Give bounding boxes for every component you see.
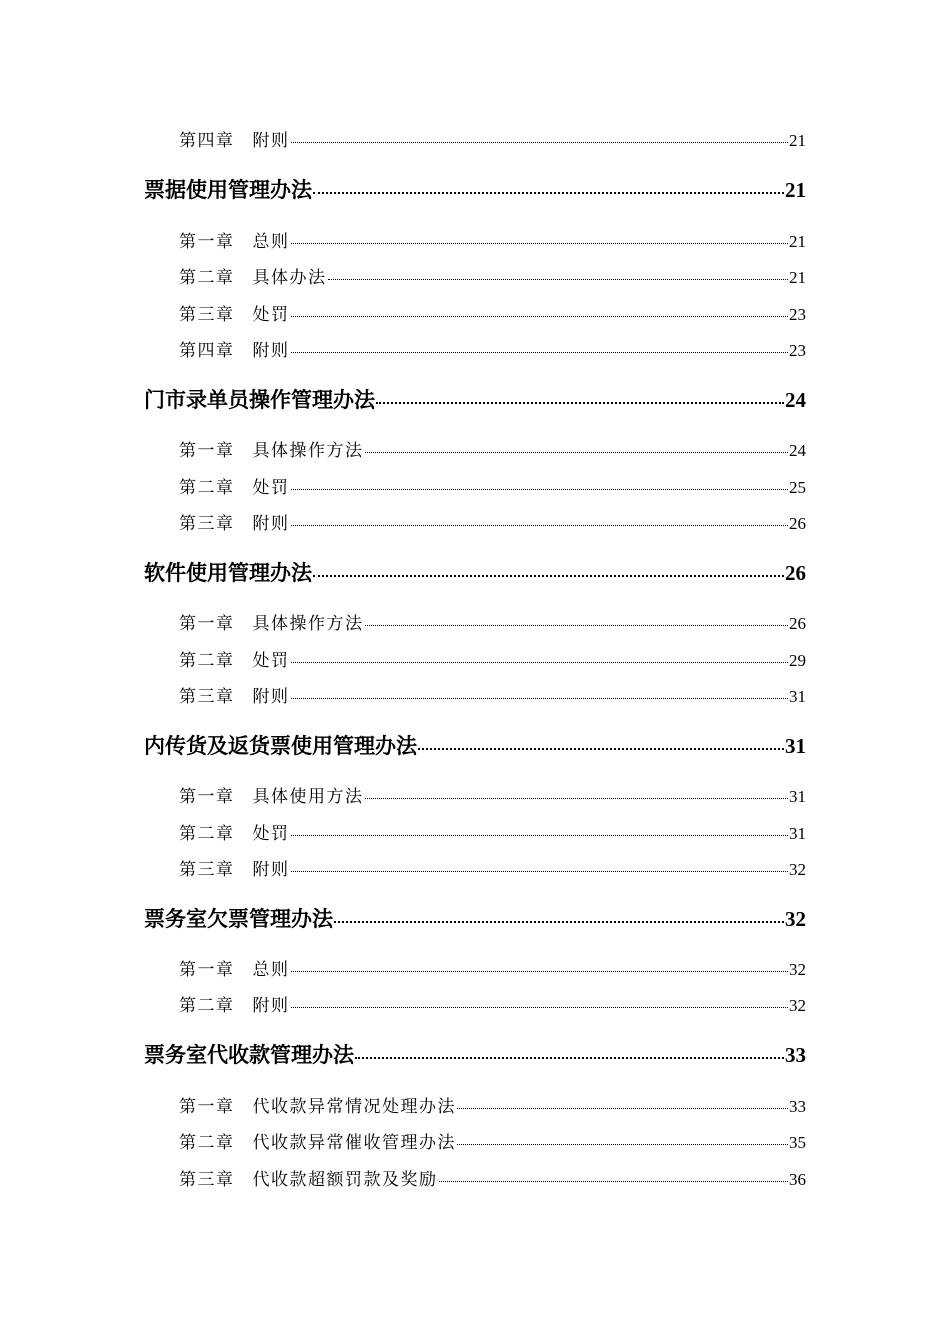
toc-chapter-number: 第二章 [179,824,235,843]
toc-title-text: 具体办法 [252,268,327,287]
toc-entry-title [179,436,364,461]
toc-chapter-number: 第二章 [179,268,235,287]
toc-title-text: 附则 [252,341,290,360]
toc-page-number: 26 [789,514,806,533]
toc-page-number: 33 [789,1097,806,1116]
toc-page-number: 31 [789,824,806,843]
toc-chapter-entry[interactable] [179,682,806,707]
toc-title-text: 处罚 [252,478,290,497]
dot-leader [313,192,784,194]
toc-title-text: 附则 [252,687,290,706]
dot-leader [291,243,789,244]
toc-page-number: 24 [789,441,806,460]
toc-title-text: 处罚 [252,824,290,843]
toc-chapter-number: 第二章 [179,478,235,497]
toc-chapter-number: 第三章 [179,305,235,324]
toc-page-number: 23 [789,305,806,324]
toc-page-number: 32 [785,907,806,931]
toc-entry-title [179,646,290,671]
toc-section-entry[interactable] [144,903,806,933]
dot-leader [328,279,789,280]
dot-leader [291,835,789,836]
toc-chapter-entry[interactable] [179,436,806,461]
toc-entry-title [179,955,290,980]
toc-page-number: 26 [789,614,806,633]
toc-title-text: 代收款超额罚款及奖励 [252,1170,438,1189]
toc-page-number: 21 [785,178,806,202]
toc-chapter-entry[interactable] [179,1128,806,1153]
toc-page-number: 32 [789,860,806,879]
toc-page-number: 32 [789,996,806,1015]
toc-chapter-number: 第二章 [179,651,235,670]
toc-chapter-number: 第一章 [179,960,235,979]
toc-chapter-entry[interactable] [179,509,806,534]
toc-entry-title [179,782,364,807]
toc-chapter-number: 第四章 [179,341,235,360]
toc-chapter-entry[interactable] [179,126,806,151]
dot-leader [365,798,789,799]
toc-entry-title [179,609,364,634]
toc-entry-title [179,473,290,498]
toc-entry-title [144,730,417,760]
toc-title-text: 具体操作方法 [252,441,364,460]
toc-chapter-number: 第一章 [179,441,235,460]
toc-chapter-number: 第一章 [179,232,235,251]
dot-leader [418,748,784,750]
toc-chapter-entry[interactable] [179,336,806,361]
toc-entry-title [179,682,290,707]
toc-page-number: 21 [789,131,806,150]
toc-chapter-entry[interactable] [179,473,806,498]
toc-chapter-entry[interactable] [179,1165,806,1190]
toc-title-text: 软件使用管理办法 [144,561,312,585]
toc-chapter-entry[interactable] [179,1092,806,1117]
toc-section-entry[interactable] [144,384,806,414]
toc-entry-title [179,227,290,252]
dot-leader [291,971,789,972]
toc-entry-title [179,1128,456,1153]
toc-entry-title [144,557,312,587]
dot-leader [291,871,789,872]
toc-chapter-entry[interactable] [179,227,806,252]
toc-title-text: 总则 [252,960,290,979]
toc-chapter-entry[interactable] [179,609,806,634]
toc-chapter-entry[interactable] [179,300,806,325]
dot-leader [313,575,784,577]
dot-leader [291,1007,789,1008]
dot-leader [365,625,789,626]
dot-leader [457,1144,788,1145]
toc-chapter-number: 第二章 [179,996,235,1015]
toc-entry-title [179,336,290,361]
toc-chapter-number: 第三章 [179,687,235,706]
dot-leader [291,698,789,699]
dot-leader [291,142,789,143]
toc-entry-title [144,903,333,933]
toc-title-text: 票务室代收款管理办法 [144,1043,354,1067]
toc-chapter-entry[interactable] [179,782,806,807]
dot-leader [291,525,789,526]
toc-chapter-number: 第四章 [179,131,235,150]
toc-title-text: 票据使用管理办法 [144,178,312,202]
toc-title-text: 附则 [252,131,290,150]
toc-page-number: 32 [789,960,806,979]
toc-title-text: 附则 [252,996,290,1015]
dot-leader [291,316,789,317]
toc-entry-title [179,263,327,288]
toc-title-text: 附则 [252,514,290,533]
dot-leader [376,402,784,404]
dot-leader [291,352,789,353]
dot-leader [291,489,789,490]
toc-entry-title [144,1039,354,1069]
dot-leader [291,662,789,663]
toc-page-number: 23 [789,341,806,360]
toc-chapter-number: 第三章 [179,514,235,533]
toc-page-number: 24 [785,388,806,412]
toc-chapter-number: 第一章 [179,614,235,633]
toc-entry-title [179,991,290,1016]
toc-title-text: 总则 [252,232,290,251]
toc-chapter-entry[interactable] [179,263,806,288]
toc-entry-title [144,174,312,204]
toc-section-entry[interactable] [144,730,806,760]
toc-title-text: 代收款异常催收管理办法 [252,1133,456,1152]
toc-entry-title [179,1165,438,1190]
toc-title-text: 具体使用方法 [252,787,364,806]
toc-chapter-entry[interactable] [179,646,806,671]
toc-page-number: 21 [789,268,806,287]
toc-entry-title [179,1092,456,1117]
toc-entry-title [179,819,290,844]
toc-title-text: 门市录单员操作管理办法 [144,388,375,412]
toc-entry-title [179,509,290,534]
dot-leader [355,1057,784,1059]
toc-chapter-number: 第二章 [179,1133,235,1152]
toc-page-number: 21 [789,232,806,251]
toc-title-text: 处罚 [252,305,290,324]
toc-page-number: 26 [785,561,806,585]
dot-leader [334,921,784,923]
toc-page-number: 25 [789,478,806,497]
toc-chapter-entry[interactable] [179,955,806,980]
toc-page-number: 35 [789,1133,806,1152]
toc-section-entry[interactable] [144,174,806,204]
toc-chapter-number: 第一章 [179,787,235,806]
toc-chapter-entry[interactable] [179,855,806,880]
toc-page-number: 33 [785,1043,806,1067]
toc-title-text: 票务室欠票管理办法 [144,907,333,931]
toc-title-text: 处罚 [252,651,290,670]
toc-title-text: 具体操作方法 [252,614,364,633]
toc-page-number: 31 [789,687,806,706]
toc-page-number: 36 [789,1170,806,1189]
toc-entry-title [179,855,290,880]
toc-title-text: 内传货及返货票使用管理办法 [144,734,417,758]
toc-page-number: 31 [789,787,806,806]
toc-section-entry[interactable] [144,1039,806,1069]
dot-leader [457,1108,788,1109]
toc-chapter-entry[interactable] [179,819,806,844]
toc-title-text: 附则 [252,860,290,879]
toc-page-number: 31 [785,734,806,758]
dot-leader [365,452,789,453]
toc-entry-title [144,384,375,414]
toc-page-number: 29 [789,651,806,670]
dot-leader [439,1181,789,1182]
toc-chapter-number: 第三章 [179,860,235,879]
toc-title-text: 代收款异常情况处理办法 [252,1097,456,1116]
toc-entry-title [179,126,290,151]
toc-entry-title [179,300,290,325]
toc-chapter-entry[interactable] [179,991,806,1016]
toc-chapter-number: 第三章 [179,1170,235,1189]
toc-chapter-number: 第一章 [179,1097,235,1116]
toc-section-entry[interactable] [144,557,806,587]
